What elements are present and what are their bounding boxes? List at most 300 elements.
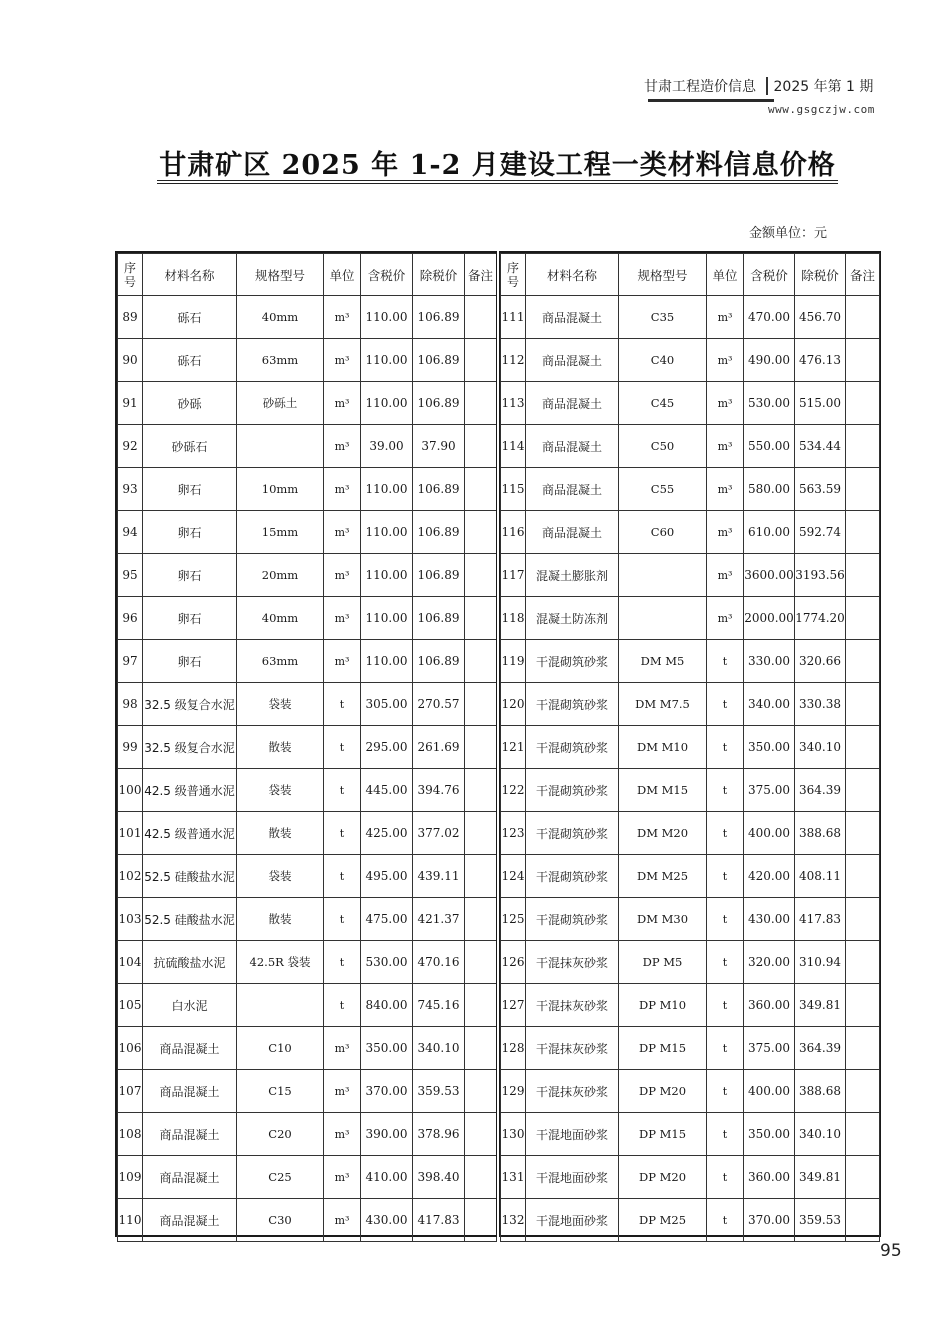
name-cell: 抗硫酸盐水泥	[143, 941, 237, 984]
table-row	[501, 898, 880, 941]
note-cell	[465, 1113, 497, 1156]
seq-cell: 105	[118, 984, 143, 1027]
notax-price-cell: 106.89	[413, 468, 465, 511]
seq-cell: 112	[501, 339, 526, 382]
unit-cell: t	[707, 1199, 744, 1242]
name-cell: 42.5 级普通水泥	[143, 812, 237, 855]
name-cell: 卵石	[143, 597, 237, 640]
note-cell	[465, 1070, 497, 1113]
tax-price-cell: 350.00	[744, 1113, 795, 1156]
header-separator	[766, 77, 768, 95]
table-row	[118, 597, 497, 640]
seq-cell: 124	[501, 855, 526, 898]
table-row	[118, 1070, 497, 1113]
website-url: www.gsgczjw.com	[768, 103, 875, 116]
table-row	[118, 468, 497, 511]
notax-price-cell: 378.96	[413, 1113, 465, 1156]
spec-cell: 散装	[237, 726, 324, 769]
tax-price-cell: 110.00	[361, 468, 413, 511]
notax-price-cell: 106.89	[413, 382, 465, 425]
note-cell	[846, 726, 880, 769]
seq-cell: 103	[118, 898, 143, 941]
col-header-notax-price: 除税价	[413, 254, 465, 296]
table-row	[501, 1070, 880, 1113]
seq-cell: 109	[118, 1156, 143, 1199]
unit-cell: t	[707, 1070, 744, 1113]
table-row	[118, 1199, 497, 1242]
tax-price-cell: 360.00	[744, 1156, 795, 1199]
unit-cell: m³	[324, 511, 361, 554]
name-cell: 商品混凝土	[526, 339, 619, 382]
table-row	[118, 511, 497, 554]
spec-cell: DP M20	[619, 1156, 707, 1199]
notax-price-cell: 364.39	[795, 1027, 846, 1070]
unit-cell: m³	[707, 597, 744, 640]
notax-price-cell: 417.83	[413, 1199, 465, 1242]
table-row	[501, 941, 880, 984]
note-cell	[465, 425, 497, 468]
spec-cell: DM M25	[619, 855, 707, 898]
spec-cell: 20mm	[237, 554, 324, 597]
name-cell: 干混抹灰砂浆	[526, 941, 619, 984]
spec-cell: C25	[237, 1156, 324, 1199]
spec-cell: DP M20	[619, 1070, 707, 1113]
seq-cell: 101	[118, 812, 143, 855]
seq-cell: 102	[118, 855, 143, 898]
note-cell	[846, 339, 880, 382]
publication-header	[644, 76, 873, 96]
name-cell: 商品混凝土	[526, 425, 619, 468]
unit-cell: t	[324, 812, 361, 855]
unit-cell: t	[707, 941, 744, 984]
unit-cell: t	[707, 984, 744, 1027]
notax-price-cell: 408.11	[795, 855, 846, 898]
page-number: 95	[880, 1241, 902, 1261]
name-cell: 干混砌筑砂浆	[526, 640, 619, 683]
seq-cell: 92	[118, 425, 143, 468]
table-row	[501, 1027, 880, 1070]
tax-price-cell: 530.00	[744, 382, 795, 425]
note-cell	[465, 683, 497, 726]
tax-price-cell: 370.00	[744, 1199, 795, 1242]
spec-cell: DM M5	[619, 640, 707, 683]
name-cell: 干混砌筑砂浆	[526, 898, 619, 941]
tax-price-cell: 470.00	[744, 296, 795, 339]
tax-price-cell: 110.00	[361, 382, 413, 425]
unit-cell: t	[707, 898, 744, 941]
unit-cell: m³	[707, 425, 744, 468]
unit-cell: t	[707, 1027, 744, 1070]
table-row	[501, 640, 880, 683]
unit-cell: t	[324, 898, 361, 941]
seq-cell: 129	[501, 1070, 526, 1113]
table-row	[501, 597, 880, 640]
name-cell: 商品混凝土	[143, 1156, 237, 1199]
notax-price-cell: 359.53	[795, 1199, 846, 1242]
unit-cell: m³	[707, 339, 744, 382]
tax-price-cell: 475.00	[361, 898, 413, 941]
name-cell: 52.5 硅酸盐水泥	[143, 898, 237, 941]
tax-price-cell: 430.00	[744, 898, 795, 941]
table-header-row	[118, 254, 497, 296]
table-row	[118, 941, 497, 984]
spec-cell: C40	[619, 339, 707, 382]
spec-cell: C10	[237, 1027, 324, 1070]
tax-price-cell: 390.00	[361, 1113, 413, 1156]
name-cell: 商品混凝土	[143, 1070, 237, 1113]
amount-unit-note: 金额单位：元	[749, 226, 828, 241]
table-header-row	[501, 254, 880, 296]
col-header-unit: 单位	[707, 254, 744, 296]
seq-cell: 127	[501, 984, 526, 1027]
unit-cell: m³	[324, 640, 361, 683]
tax-price-cell: 295.00	[361, 726, 413, 769]
name-cell: 干混砌筑砂浆	[526, 855, 619, 898]
spec-cell: C15	[237, 1070, 324, 1113]
tax-price-cell: 610.00	[744, 511, 795, 554]
notax-price-cell: 106.89	[413, 339, 465, 382]
table-row	[501, 1199, 880, 1242]
notax-price-cell: 1774.20	[795, 597, 846, 640]
tax-price-cell: 305.00	[361, 683, 413, 726]
seq-cell: 104	[118, 941, 143, 984]
table-row	[501, 726, 880, 769]
note-cell	[465, 898, 497, 941]
tax-price-cell: 495.00	[361, 855, 413, 898]
note-cell	[846, 511, 880, 554]
spec-cell: DP M5	[619, 941, 707, 984]
notax-price-cell: 563.59	[795, 468, 846, 511]
seq-cell: 93	[118, 468, 143, 511]
unit-cell: m³	[324, 597, 361, 640]
tax-price-cell: 360.00	[744, 984, 795, 1027]
notax-price-cell: 417.83	[795, 898, 846, 941]
unit-cell: t	[324, 941, 361, 984]
name-cell: 商品混凝土	[526, 511, 619, 554]
tax-price-cell: 320.00	[744, 941, 795, 984]
table-row	[118, 1156, 497, 1199]
name-cell: 混凝土防冻剂	[526, 597, 619, 640]
unit-cell: t	[324, 855, 361, 898]
spec-cell: 散装	[237, 898, 324, 941]
seq-cell: 128	[501, 1027, 526, 1070]
notax-price-cell: 394.76	[413, 769, 465, 812]
name-cell: 白水泥	[143, 984, 237, 1027]
spec-cell: DM M15	[619, 769, 707, 812]
table-row	[118, 296, 497, 339]
notax-price-cell: 310.94	[795, 941, 846, 984]
notax-price-cell: 106.89	[413, 554, 465, 597]
col-header-seq: 序 号	[501, 254, 526, 296]
notax-price-cell: 439.11	[413, 855, 465, 898]
unit-cell: m³	[707, 296, 744, 339]
tax-price-cell: 3600.00	[744, 554, 795, 597]
notax-price-cell: 388.68	[795, 1070, 846, 1113]
publication-name: 甘肃工程造价信息	[644, 79, 756, 95]
col-header-unit: 单位	[324, 254, 361, 296]
unit-cell: t	[707, 855, 744, 898]
seq-cell: 111	[501, 296, 526, 339]
spec-cell: DP M15	[619, 1027, 707, 1070]
note-cell	[465, 554, 497, 597]
tax-price-cell: 350.00	[361, 1027, 413, 1070]
note-cell	[846, 597, 880, 640]
name-cell: 干混地面砂浆	[526, 1199, 619, 1242]
tax-price-cell: 400.00	[744, 1070, 795, 1113]
tax-price-cell: 340.00	[744, 683, 795, 726]
name-cell: 干混砌筑砂浆	[526, 683, 619, 726]
note-cell	[465, 1027, 497, 1070]
spec-cell: 袋装	[237, 769, 324, 812]
spec-cell: C30	[237, 1199, 324, 1242]
notax-price-cell: 421.37	[413, 898, 465, 941]
spec-cell: DM M20	[619, 812, 707, 855]
note-cell	[846, 296, 880, 339]
table-row	[118, 640, 497, 683]
name-cell: 商品混凝土	[143, 1027, 237, 1070]
table-row	[501, 468, 880, 511]
unit-cell: t	[707, 683, 744, 726]
seq-cell: 130	[501, 1113, 526, 1156]
note-cell	[465, 468, 497, 511]
notax-price-cell: 745.16	[413, 984, 465, 1027]
notax-price-cell: 3193.56	[795, 554, 846, 597]
page-title: 甘肃矿区 2025 年 1-2 月建设工程一类材料信息价格	[159, 150, 836, 181]
notax-price-cell: 470.16	[413, 941, 465, 984]
name-cell: 砾石	[143, 296, 237, 339]
note-cell	[846, 468, 880, 511]
spec-cell: C50	[619, 425, 707, 468]
seq-cell: 108	[118, 1113, 143, 1156]
unit-cell: m³	[707, 554, 744, 597]
tax-price-cell: 445.00	[361, 769, 413, 812]
table-row	[501, 382, 880, 425]
tax-price-cell: 400.00	[744, 812, 795, 855]
tax-price-cell: 530.00	[361, 941, 413, 984]
seq-cell: 97	[118, 640, 143, 683]
table-row	[501, 1156, 880, 1199]
seq-cell: 115	[501, 468, 526, 511]
header-underline	[648, 99, 774, 102]
table-row	[118, 726, 497, 769]
unit-cell: m³	[324, 468, 361, 511]
name-cell: 32.5 级复合水泥	[143, 726, 237, 769]
tax-price-cell: 550.00	[744, 425, 795, 468]
tax-price-cell: 110.00	[361, 554, 413, 597]
spec-cell: C45	[619, 382, 707, 425]
notax-price-cell: 388.68	[795, 812, 846, 855]
tax-price-cell: 490.00	[744, 339, 795, 382]
unit-cell: m³	[324, 1199, 361, 1242]
seq-cell: 125	[501, 898, 526, 941]
col-header-spec: 规格型号	[619, 254, 707, 296]
unit-cell: t	[324, 769, 361, 812]
spec-cell: 袋装	[237, 683, 324, 726]
note-cell	[846, 382, 880, 425]
notax-price-cell: 106.89	[413, 511, 465, 554]
note-cell	[465, 597, 497, 640]
name-cell: 干混抹灰砂浆	[526, 1070, 619, 1113]
unit-cell: m³	[324, 339, 361, 382]
note-cell	[846, 1113, 880, 1156]
col-header-spec: 规格型号	[237, 254, 324, 296]
notax-price-cell: 534.44	[795, 425, 846, 468]
spec-cell: DP M25	[619, 1199, 707, 1242]
name-cell: 砾石	[143, 339, 237, 382]
unit-cell: m³	[707, 468, 744, 511]
table-row	[118, 339, 497, 382]
name-cell: 商品混凝土	[526, 468, 619, 511]
seq-cell: 126	[501, 941, 526, 984]
name-cell: 32.5 级复合水泥	[143, 683, 237, 726]
note-cell	[846, 1199, 880, 1242]
spec-cell: DM M10	[619, 726, 707, 769]
name-cell: 42.5 级普通水泥	[143, 769, 237, 812]
seq-cell: 114	[501, 425, 526, 468]
notax-price-cell: 456.70	[795, 296, 846, 339]
spec-cell: DM M7.5	[619, 683, 707, 726]
name-cell: 砂砾	[143, 382, 237, 425]
note-cell	[465, 855, 497, 898]
note-cell	[846, 683, 880, 726]
table-row	[118, 1113, 497, 1156]
tax-price-cell: 110.00	[361, 640, 413, 683]
seq-cell: 120	[501, 683, 526, 726]
unit-cell: m³	[324, 1070, 361, 1113]
seq-cell: 122	[501, 769, 526, 812]
table-row	[118, 898, 497, 941]
note-cell	[846, 554, 880, 597]
table-row	[501, 812, 880, 855]
unit-cell: t	[707, 1156, 744, 1199]
unit-cell: m³	[324, 425, 361, 468]
issue-label: 2025 年第 1 期	[773, 79, 874, 95]
tax-price-cell: 110.00	[361, 597, 413, 640]
notax-price-cell: 340.10	[795, 726, 846, 769]
name-cell: 干混抹灰砂浆	[526, 1027, 619, 1070]
spec-cell: 40mm	[237, 296, 324, 339]
table-row	[501, 339, 880, 382]
name-cell: 干混抹灰砂浆	[526, 984, 619, 1027]
table-row	[118, 984, 497, 1027]
tax-price-cell: 425.00	[361, 812, 413, 855]
notax-price-cell: 364.39	[795, 769, 846, 812]
seq-cell: 98	[118, 683, 143, 726]
name-cell: 商品混凝土	[143, 1199, 237, 1242]
name-cell: 卵石	[143, 554, 237, 597]
seq-cell: 96	[118, 597, 143, 640]
note-cell	[846, 769, 880, 812]
unit-cell: t	[707, 769, 744, 812]
seq-cell: 132	[501, 1199, 526, 1242]
spec-cell: 63mm	[237, 640, 324, 683]
spec-cell: 砂砾土	[237, 382, 324, 425]
unit-cell: t	[324, 726, 361, 769]
name-cell: 商品混凝土	[143, 1113, 237, 1156]
spec-cell: C55	[619, 468, 707, 511]
name-cell: 52.5 硅酸盐水泥	[143, 855, 237, 898]
unit-cell: t	[324, 984, 361, 1027]
unit-cell: m³	[324, 382, 361, 425]
name-cell: 砂砾石	[143, 425, 237, 468]
note-cell	[846, 425, 880, 468]
seq-cell: 110	[118, 1199, 143, 1242]
note-cell	[846, 984, 880, 1027]
tax-price-cell: 370.00	[361, 1070, 413, 1113]
seq-cell: 99	[118, 726, 143, 769]
note-cell	[846, 855, 880, 898]
spec-cell: C60	[619, 511, 707, 554]
title-rule	[157, 180, 838, 184]
spec-cell	[237, 425, 324, 468]
tax-price-cell: 580.00	[744, 468, 795, 511]
spec-cell: DP M10	[619, 984, 707, 1027]
table-row	[118, 812, 497, 855]
notax-price-cell: 349.81	[795, 1156, 846, 1199]
note-cell	[465, 511, 497, 554]
col-header-note: 备注	[846, 254, 880, 296]
col-header-tax-price: 含税价	[361, 254, 413, 296]
table-row	[501, 296, 880, 339]
price-table-right	[500, 253, 880, 1242]
seq-cell: 121	[501, 726, 526, 769]
table-row	[501, 554, 880, 597]
tax-price-cell: 840.00	[361, 984, 413, 1027]
notax-price-cell: 340.10	[795, 1113, 846, 1156]
unit-cell: t	[324, 683, 361, 726]
table-row	[501, 1113, 880, 1156]
spec-cell: 63mm	[237, 339, 324, 382]
name-cell: 卵石	[143, 640, 237, 683]
seq-cell: 116	[501, 511, 526, 554]
seq-cell: 131	[501, 1156, 526, 1199]
notax-price-cell: 377.02	[413, 812, 465, 855]
tax-price-cell: 375.00	[744, 1027, 795, 1070]
tax-price-cell: 410.00	[361, 1156, 413, 1199]
seq-cell: 90	[118, 339, 143, 382]
seq-cell: 106	[118, 1027, 143, 1070]
note-cell	[846, 1156, 880, 1199]
name-cell: 干混地面砂浆	[526, 1113, 619, 1156]
table-row	[118, 554, 497, 597]
unit-cell: m³	[324, 554, 361, 597]
notax-price-cell: 330.38	[795, 683, 846, 726]
spec-cell: 袋装	[237, 855, 324, 898]
table-row	[501, 683, 880, 726]
seq-cell: 113	[501, 382, 526, 425]
note-cell	[846, 812, 880, 855]
notax-price-cell: 261.69	[413, 726, 465, 769]
unit-cell: t	[707, 812, 744, 855]
notax-price-cell: 359.53	[413, 1070, 465, 1113]
unit-cell: m³	[324, 1113, 361, 1156]
spec-cell: 散装	[237, 812, 324, 855]
tax-price-cell: 110.00	[361, 511, 413, 554]
spec-cell	[619, 554, 707, 597]
table-row	[118, 855, 497, 898]
notax-price-cell: 398.40	[413, 1156, 465, 1199]
note-cell	[465, 941, 497, 984]
unit-cell: t	[707, 1113, 744, 1156]
seq-cell: 123	[501, 812, 526, 855]
notax-price-cell: 106.89	[413, 597, 465, 640]
name-cell: 卵石	[143, 468, 237, 511]
tax-price-cell: 330.00	[744, 640, 795, 683]
notax-price-cell: 592.74	[795, 511, 846, 554]
spec-cell: C35	[619, 296, 707, 339]
notax-price-cell: 37.90	[413, 425, 465, 468]
spec-cell: 40mm	[237, 597, 324, 640]
